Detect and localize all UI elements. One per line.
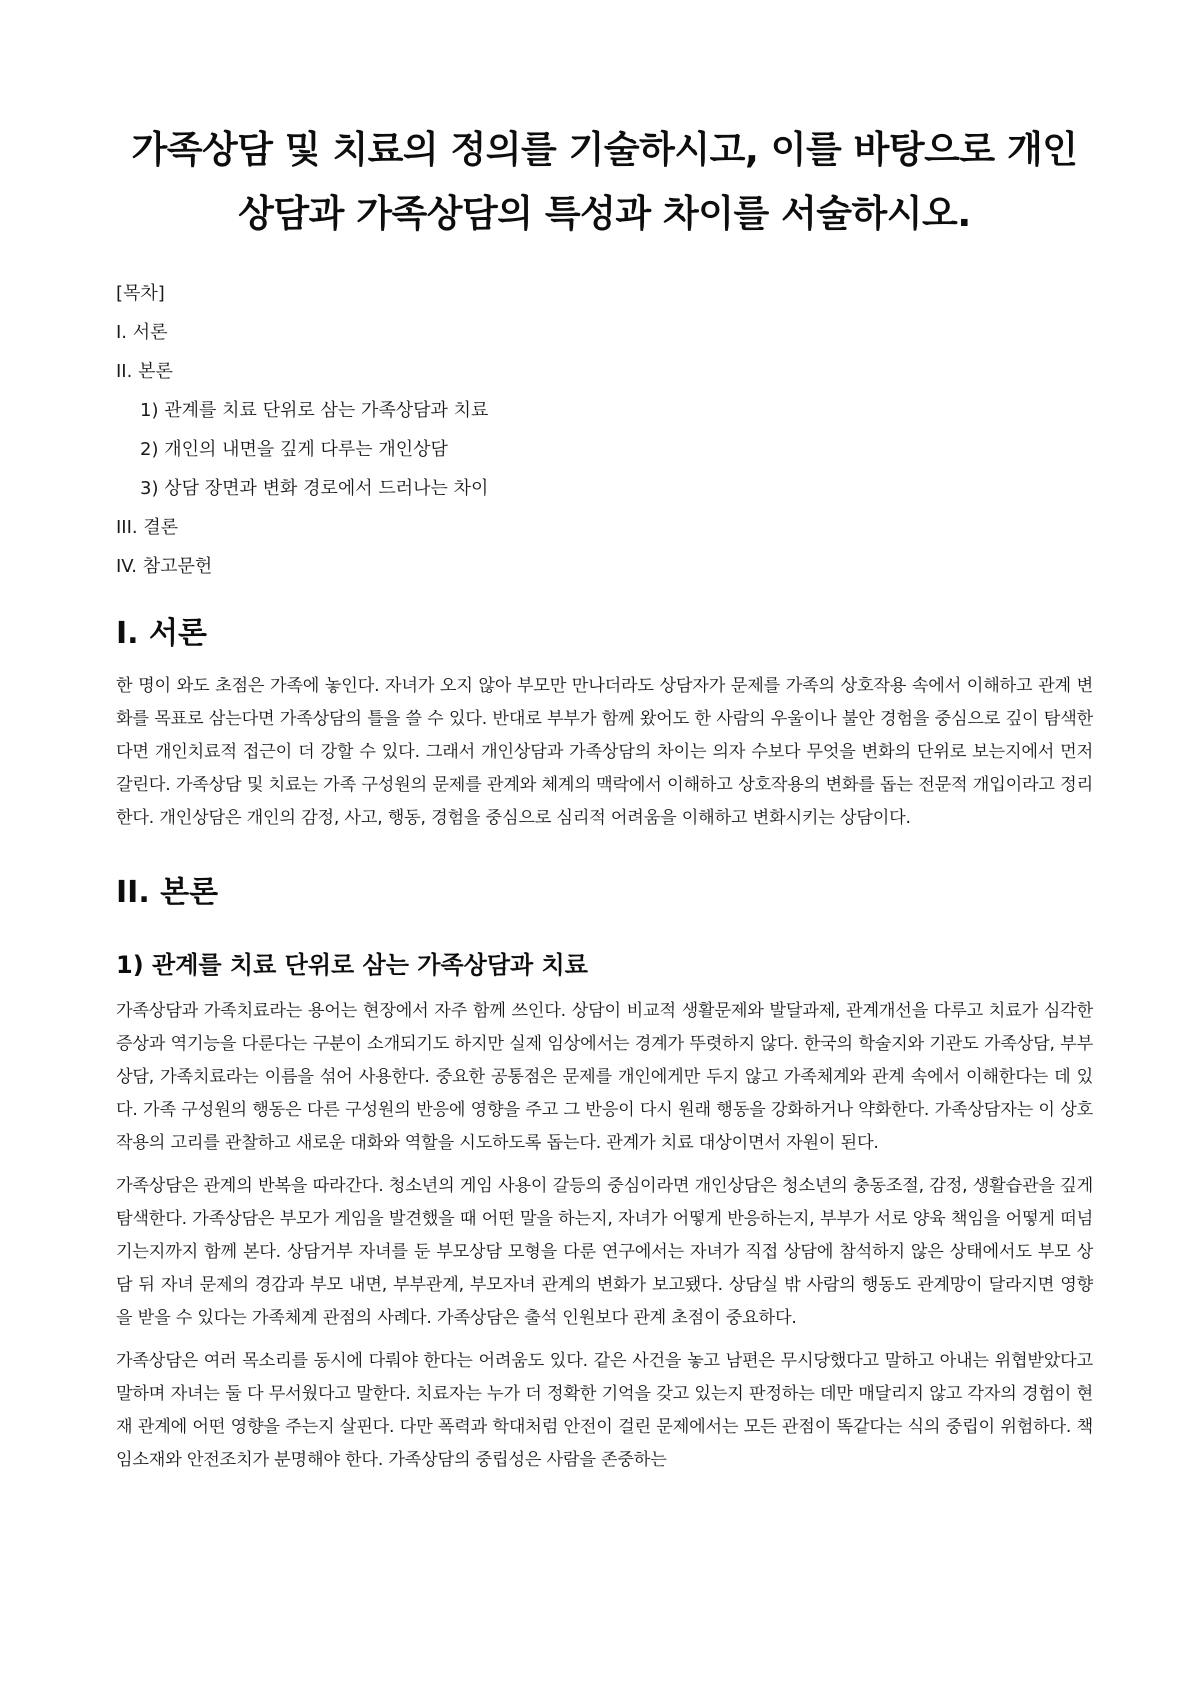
- toc-item-body-1: 1) 관계를 치료 단위로 삼는 가족상담과 치료: [140, 400, 489, 421]
- toc-item-body-2: 2) 개인의 내면을 깊게 다루는 개인상담: [140, 439, 448, 460]
- document-title: 가족상담 및 치료의 정의를 기술하시고, 이를 바탕으로 개인상담과 가족상담의 특성과 차이를 서술하시오.: [131, 128, 1078, 235]
- body-subsection-1-paragraph-1: 가족상담과 가족치료라는 용어는 현장에서 자주 함께 쓰인다. 상담이 비교적 생활문제와 발달과제, 관계개선을 다루고 치료가 심각한 증상과 역기능을 다룬다는 구분이 소개되기도 하지만 실제 임상에서는 경계가 뚜렷하지 않다. 한국의 학술지와 기관도 가족상담, 부부상담, 가족치료라는 이름을 섞어 사용한다. 중요한 공통점은 문제를 개인에게만 두지 않고 가족체계와 관계 속에서 이해한다는 데 있다. 가족 구성원의 행동은 다른 구성원의 반응에 영향을 주고 그 반응이 다시 원래 행동을 강화하거나 약화한다. 가족상담자는 이 상호작용의 고리를 관찰하고 새로운 대화와 역할을 시도하도록 돕는다. 관계가 치료 대상이면서 자원이 된다.: [116, 1001, 1093, 1153]
- toc-item-body-3: 3) 상담 장면과 변화 경로에서 드러나는 차이: [140, 478, 489, 499]
- intro-paragraph: 한 명이 와도 초점은 가족에 놓인다. 자녀가 오지 않아 부모만 만나더라도 상담자가 문제를 가족의 상호작용 속에서 이해하고 관계 변화를 목표로 삼는다면 가족상담의 틀을 쓸 수 있다. 반대로 부부가 함께 왔어도 한 사람의 우울이나 불안 경험을 중심으로 깊이 탐색한다면 개인치료적 접근이 더 강할 수 있다. 그래서 개인상담과 가족상담의 차이는 의자 수보다 무엇을 변화의 단위로 보는지에서 먼저 갈린다. 가족상담 및 치료는 가족 구성원의 문제를 관계와 체계의 맥락에서 이해하고 상호작용의 변화를 돕는 전문적 개입이라고 정리한다. 개인상담은 개인의 감정, 사고, 행동, 경험을 중심으로 심리적 어려움을 이해하고 변화시키는 상담이다.: [116, 676, 1093, 828]
- body-subsection-1-paragraph-2: 가족상담은 관계의 반복을 따라간다. 청소년의 게임 사용이 갈등의 중심이라면 개인상담은 청소년의 충동조절, 감정, 생활습관을 깊게 탐색한다. 가족상담은 부모가 게임을 발견했을 때 어떤 말을 하는지, 자녀가 어떻게 반응하는지, 부부가 서로 양육 책임을 어떻게 떠넘기는지까지 함께 본다. 상담거부 자녀를 둔 부모상담 모형을 다룬 연구에서는 자녀가 직접 상담에 참석하지 않은 상태에서도 부모 상담 뒤 자녀 문제의 경감과 부모 내면, 부부관계, 부모자녀 관계의 변화가 보고됐다. 상담실 밖 사람의 행동도 관계망이 달라지면 영향을 받을 수 있다는 가족체계 관점의 사례다. 가족상담은 출석 인원보다 관계 초점이 중요하다.: [116, 1176, 1093, 1328]
- toc-item-conclusion: III. 결론: [116, 517, 179, 538]
- body-subsection-1-heading: 1) 관계를 치료 단위로 삼는 가족상담과 치료: [116, 951, 588, 979]
- section-spacer: [116, 929, 1093, 947]
- table-of-contents: [116, 274, 1093, 586]
- intro-heading: I. 서론: [116, 616, 207, 651]
- toc-item-body: II. 본론: [116, 361, 173, 382]
- body-heading: II. 본론: [116, 875, 219, 910]
- toc-item-references: IV. 참고문헌: [116, 556, 213, 577]
- section-spacer: [116, 845, 1093, 871]
- body-subsection-1-paragraph-3: 가족상담은 여러 목소리를 동시에 다뤄야 한다는 어려움도 있다. 같은 사건을 놓고 남편은 무시당했다고 말하고 아내는 위협받았다고 말하며 자녀는 둘 다 무서웠다고 말한다. 치료자는 누가 더 정확한 기억을 갖고 있는지 판정하는 데만 매달리지 않고 각자의 경험이 현재 관계에 어떤 영향을 주는지 살핀다. 다만 폭력과 학대처럼 안전이 걸린 문제에서는 모든 관점이 똑같다는 식의 중립이 위험하다. 책임소재와 안전조치가 분명해야 한다. 가족상담의 중립성은 사람을 존중하는: [116, 1351, 1093, 1470]
- toc-item-intro: I. 서론: [116, 322, 168, 343]
- toc-heading: [목차]: [116, 283, 165, 304]
